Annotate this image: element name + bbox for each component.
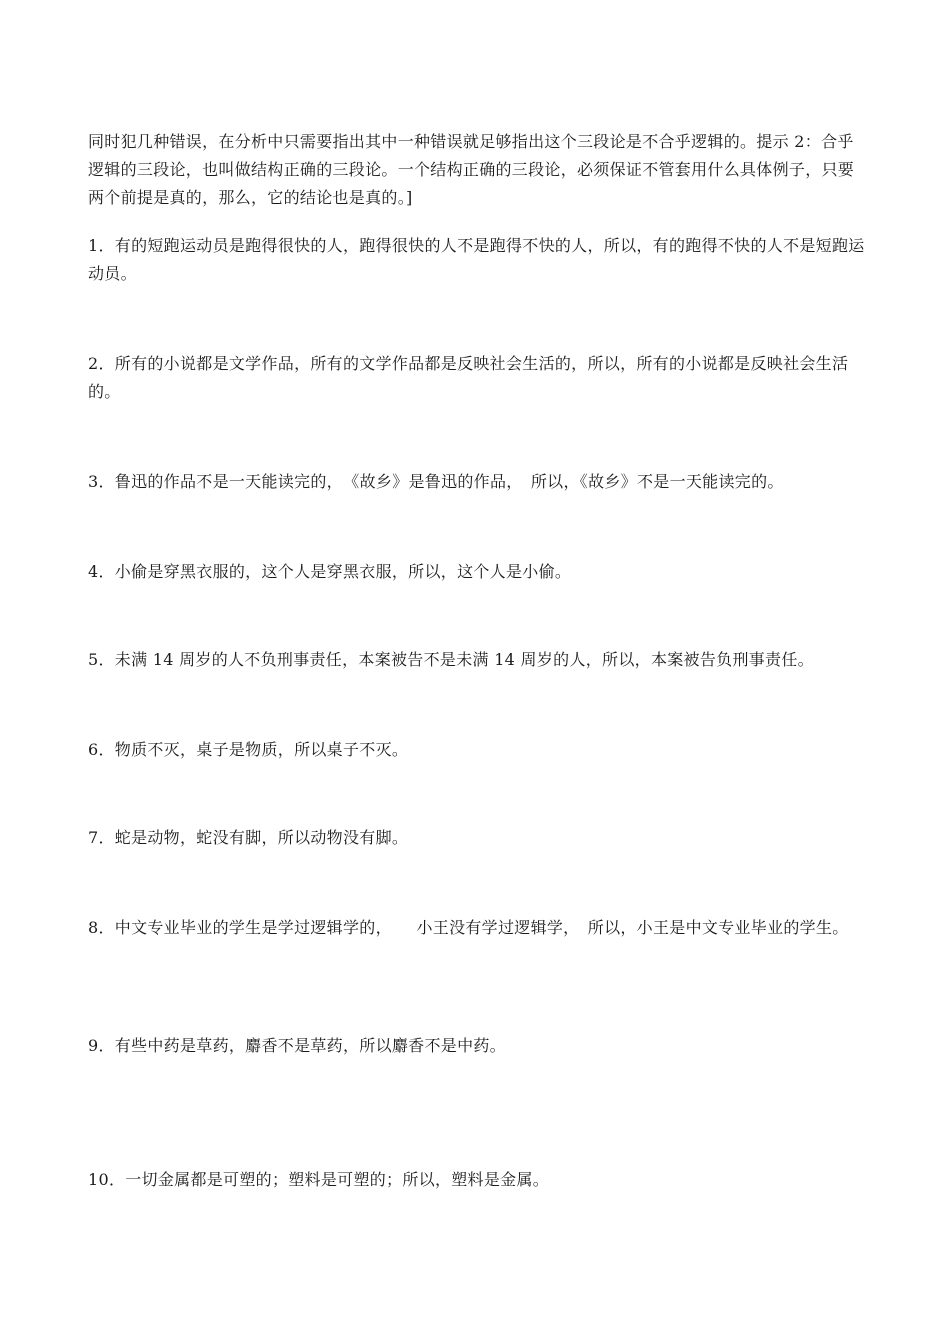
question-5: 5．未满 14 周岁的人不负刑事责任，本案被告不是未满 14 周岁的人，所以，本案被告负刑事责任。 (88, 650, 814, 669)
question-9: 9．有些中药是草药，麝香不是草药，所以麝香不是中药。 (88, 1036, 506, 1055)
question-10: 10．一切金属都是可塑的；塑料是可塑的；所以，塑料是金属。 (88, 1170, 550, 1189)
question-4: 4．小偷是穿黑衣服的，这个人是穿黑衣服，所以，这个人是小偷。 (88, 562, 572, 581)
question-8: 8．中文专业毕业的学生是学过逻辑学的， 小王没有学过逻辑学， 所以，小王是中文专业毕业的学生。 (88, 918, 849, 937)
question-6: 6．物质不灭，桌子是物质，所以桌子不灭。 (88, 740, 409, 759)
question-1: 1．有的短跑运动员是跑得很快的人，跑得很快的人不是跑得不快的人，所以，有的跑得不快的人不是短跑运动员。 (88, 236, 865, 283)
question-7: 7．蛇是动物，蛇没有脚，所以动物没有脚。 (88, 828, 409, 847)
question-2: 2．所有的小说都是文学作品，所有的文学作品都是反映社会生活的，所以，所有的小说都是反映社会生活的。 (88, 354, 849, 401)
question-3: 3．鲁迅的作品不是一天能读完的， 《故乡》是鲁迅的作品， 所以，《故乡》不是一天能读完的。 (88, 472, 784, 491)
intro-paragraph: 同时犯几种错误，在分析中只需要指出其中一种错误就足够指出这个三段论是不合乎逻辑的。提示 2：合乎逻辑的三段论，也叫做结构正确的三段论。一个结构正确的三段论，必须保证不管套用什么具体例子，只要两个前提是真的，那么，它的结论也是真的。] (88, 132, 855, 207)
